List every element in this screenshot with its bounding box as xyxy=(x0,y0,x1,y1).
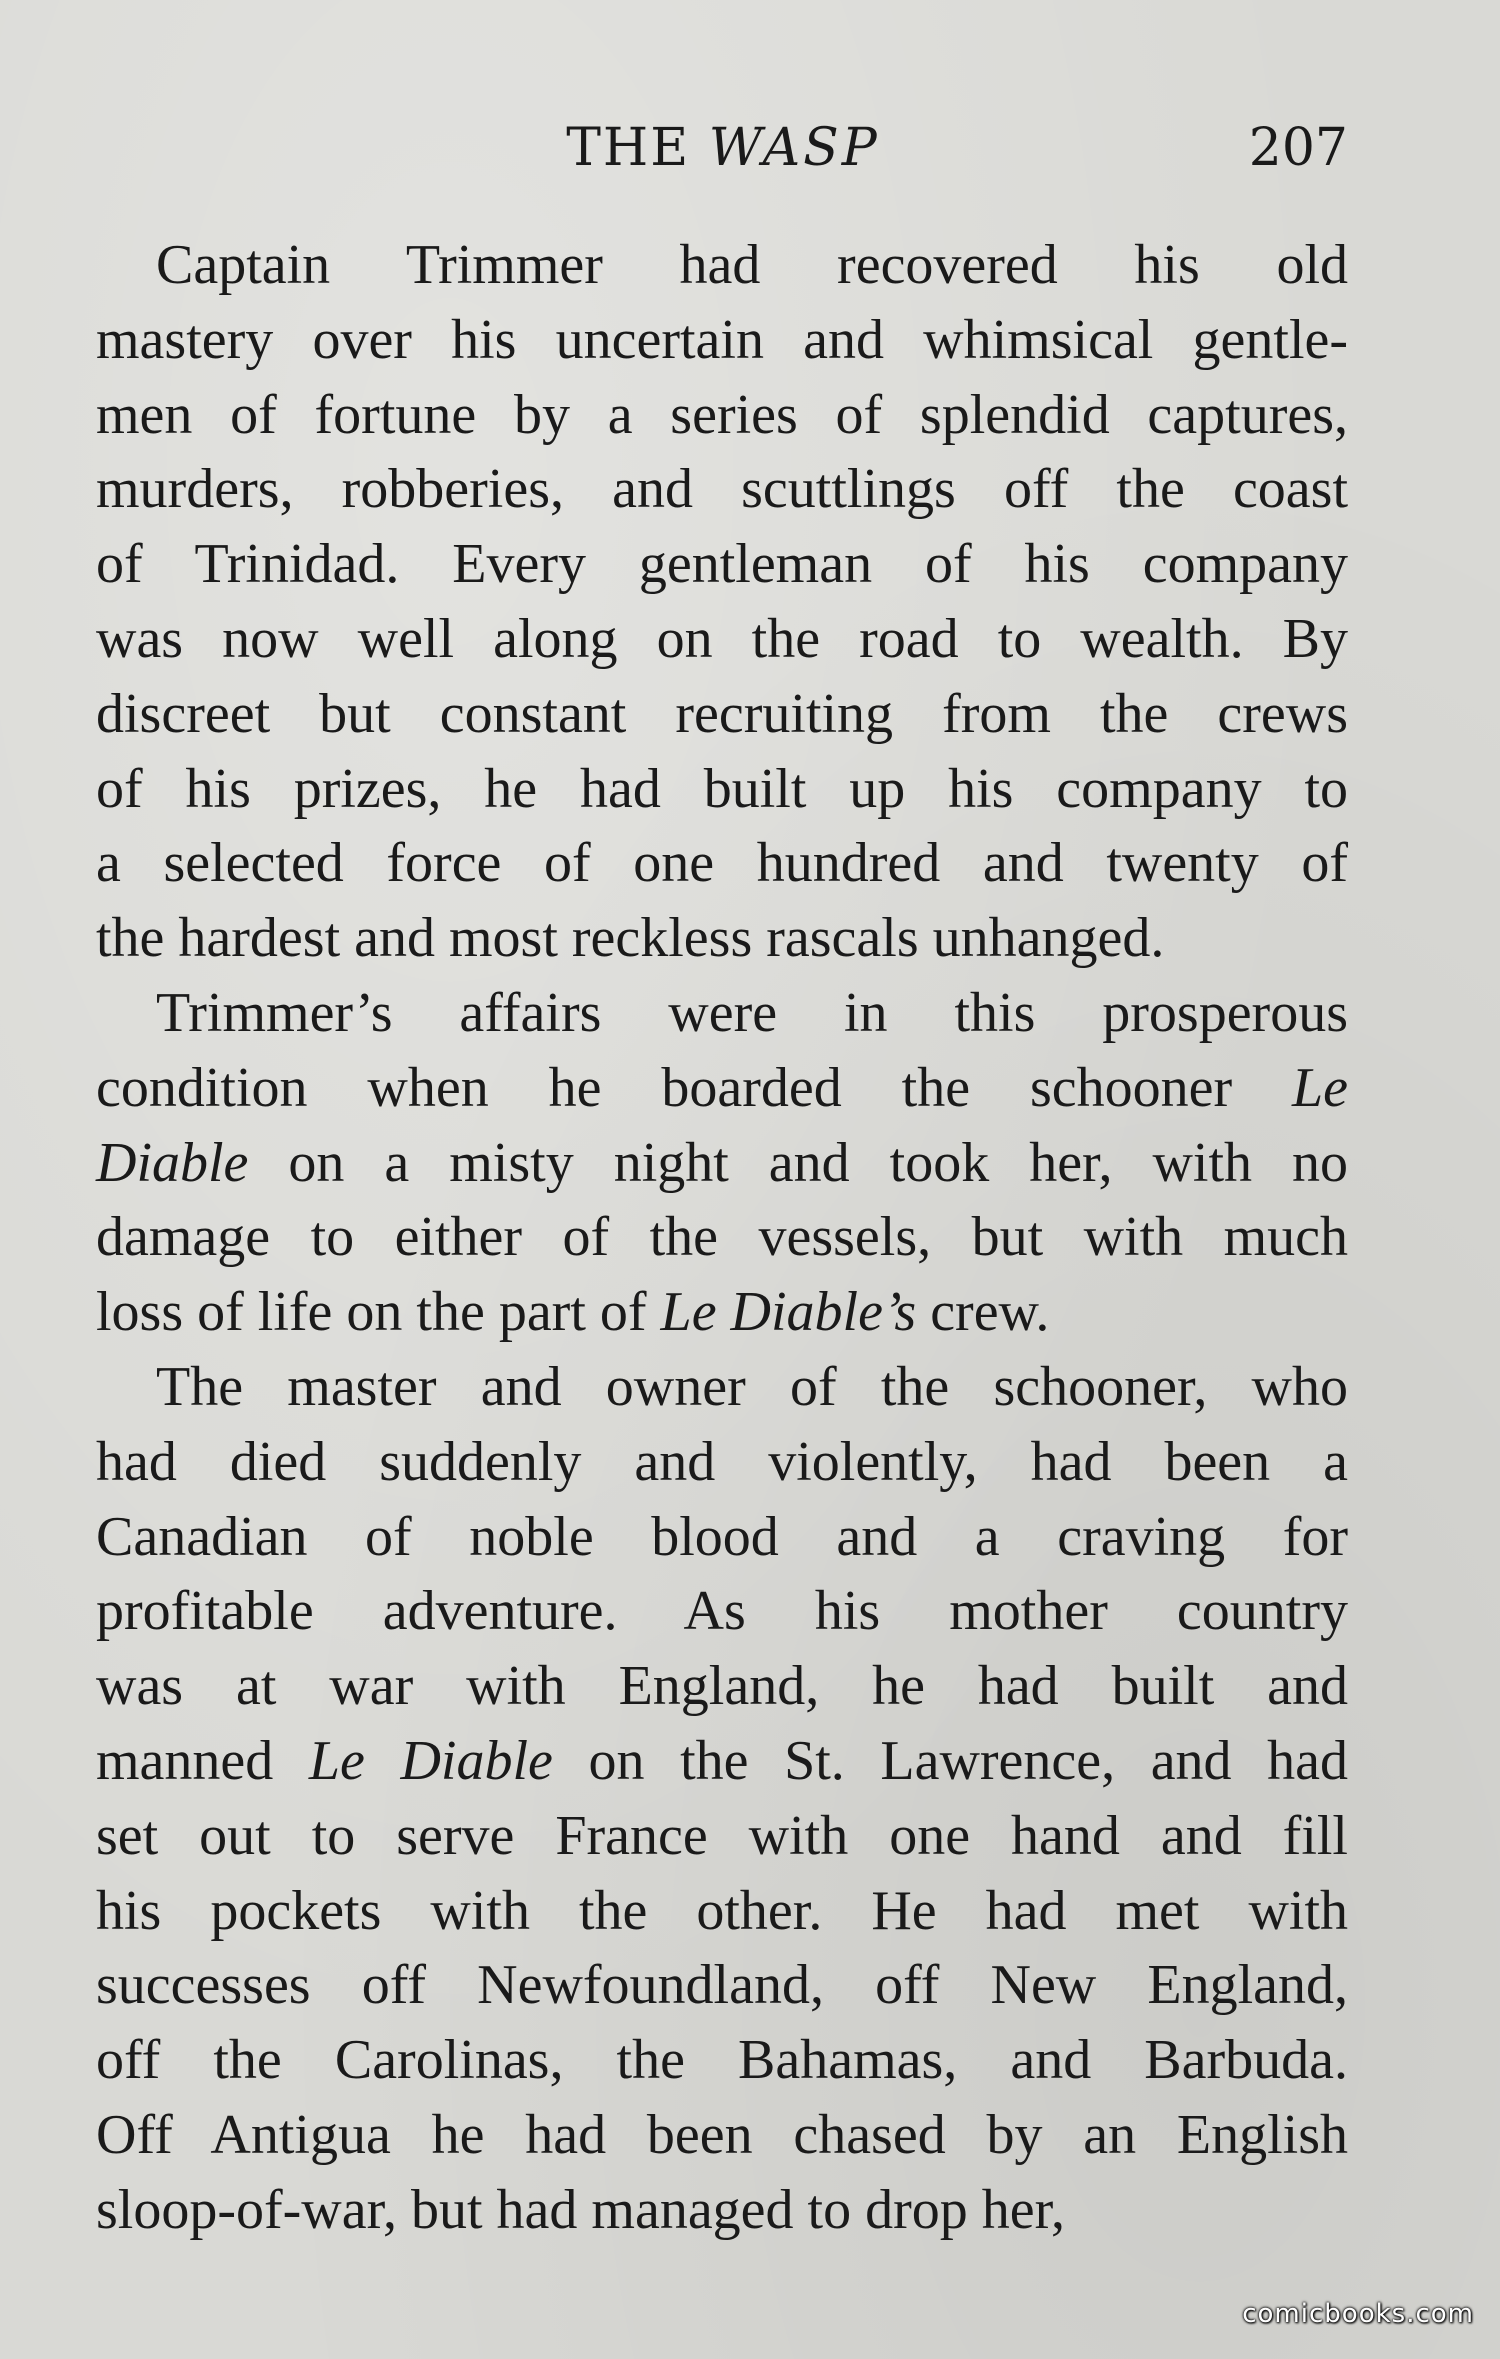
text-segment: on a misty night and took her, with no xyxy=(248,1131,1348,1194)
text-segment: Canadian of noble blood and a craving for xyxy=(96,1505,1348,1568)
text-segment: manned xyxy=(96,1729,309,1792)
running-title-italic: WASP xyxy=(708,118,880,178)
text-line xyxy=(96,752,1348,827)
text-segment: Trimmer’s affairs were in this prosperous xyxy=(156,981,1348,1044)
text-segment: on the St. Lawrence, and had xyxy=(552,1729,1348,1792)
text-line xyxy=(96,452,1348,527)
text-segment: off the Carolinas, the Bahamas, and Barbuda. xyxy=(96,2029,1348,2092)
text-line xyxy=(96,677,1348,752)
paragraph xyxy=(96,228,1348,976)
text-segment: the hardest and most reckless rascals unhanged. xyxy=(96,907,1165,970)
text-line xyxy=(96,1649,1348,1724)
text-line xyxy=(96,1948,1348,2023)
running-title xyxy=(98,108,1348,188)
watermark: comicbooks.com xyxy=(1242,2299,1474,2329)
text-line xyxy=(96,1574,1348,1649)
text-segment: had died suddenly and violently, had been a xyxy=(96,1430,1348,1493)
text-segment: successes off Newfoundland, off New England, xyxy=(96,1954,1348,2017)
running-title-prefix: THE xyxy=(566,118,691,178)
text-line xyxy=(96,1126,1348,1201)
text-segment: Captain Trimmer had recovered his old xyxy=(156,234,1348,296)
text-segment: a selected force of one hundred and twenty of xyxy=(96,832,1348,895)
text-line xyxy=(96,527,1348,602)
text-line xyxy=(96,2023,1348,2098)
paragraph xyxy=(96,976,1348,1350)
text-line xyxy=(96,1874,1348,1949)
text-line xyxy=(96,1500,1348,1575)
text-line xyxy=(96,1200,1348,1275)
text-line xyxy=(96,228,1348,303)
text-line xyxy=(96,2098,1348,2173)
text-line xyxy=(96,1051,1348,1126)
text-line xyxy=(96,1350,1348,1425)
text-segment: of Trinidad. Every gentleman of his company xyxy=(96,533,1348,596)
text-segment: was now well along on the road to wealth. By xyxy=(96,607,1348,670)
text-line xyxy=(96,976,1348,1051)
text-line xyxy=(96,602,1348,677)
text-line xyxy=(96,1425,1348,1500)
italic-text: Le Diable’s xyxy=(660,1281,917,1344)
body-text xyxy=(96,228,1348,2248)
page-number: 207 xyxy=(1248,118,1348,178)
text-segment: crew. xyxy=(916,1281,1050,1344)
text-segment: profitable adventure. As his mother country xyxy=(96,1580,1348,1643)
text-line xyxy=(96,1799,1348,1874)
text-line xyxy=(96,901,1348,976)
text-segment: men of fortune by a series of splendid captures, xyxy=(96,383,1348,446)
running-head xyxy=(98,108,1348,188)
text-line xyxy=(96,1275,1348,1350)
text-segment: discreet but constant recruiting from the crews xyxy=(96,682,1348,745)
text-line xyxy=(96,2173,1348,2248)
text-segment: set out to serve France with one hand and fill xyxy=(96,1804,1348,1867)
text-segment: The master and owner of the schooner, who xyxy=(156,1355,1348,1418)
text-segment: mastery over his uncertain and whimsical gentle- xyxy=(96,308,1348,371)
italic-text: Diable xyxy=(96,1131,249,1194)
text-segment: condition when he boarded the schooner xyxy=(96,1056,1292,1119)
text-segment: loss of life on the part of xyxy=(96,1281,661,1344)
text-line xyxy=(96,303,1348,378)
text-line xyxy=(96,1724,1348,1799)
text-segment: of his prizes, he had built up his company to xyxy=(96,757,1348,820)
text-segment: sloop-of-war, but had managed to drop her, xyxy=(96,2178,1066,2241)
text-line xyxy=(96,378,1348,453)
text-line xyxy=(96,826,1348,901)
italic-text: Le Diable xyxy=(308,1729,553,1792)
text-segment: his pockets with the other. He had met with xyxy=(96,1879,1348,1942)
text-segment: damage to either of the vessels, but with much xyxy=(96,1206,1348,1269)
italic-text: Le xyxy=(1292,1056,1348,1119)
text-segment: was at war with England, he had built and xyxy=(96,1655,1348,1718)
text-segment: murders, robberies, and scuttlings off the coast xyxy=(96,458,1348,521)
text-segment: Off Antigua he had been chased by an English xyxy=(96,2103,1348,2166)
paragraph xyxy=(96,1350,1348,2248)
